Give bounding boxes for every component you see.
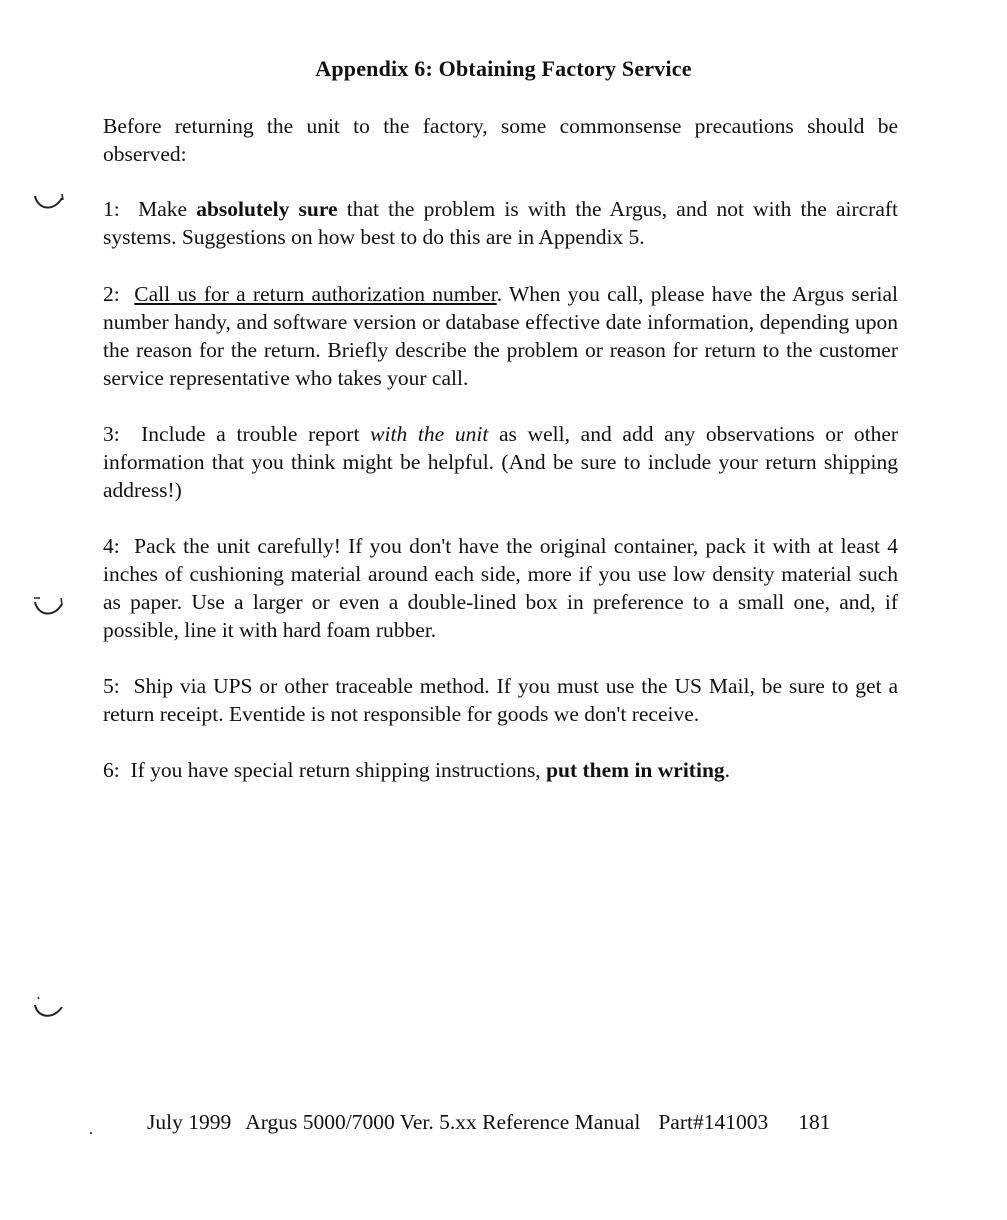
step-4 — [103, 532, 898, 644]
step-text: Include a trouble report — [141, 422, 360, 446]
emphasis-italic: with the unit — [370, 422, 489, 446]
step-6 — [103, 756, 898, 784]
page-footer — [147, 1110, 830, 1135]
step-2 — [103, 280, 898, 392]
step-1 — [103, 195, 898, 251]
step-text: as well, and add any observations or other information that you think might be helpful. (And be sure to include your return shipping address!) — [103, 422, 899, 502]
punch-hole-mark — [32, 594, 66, 622]
punch-hole-mark — [32, 995, 66, 1023]
step-number: 6: — [103, 758, 120, 782]
footer-manual-title: Argus 5000/7000 Ver. 5.xx Reference Manual — [245, 1110, 641, 1134]
step-text: . — [724, 758, 731, 782]
intro-paragraph: Before returning the unit to the factory, some commonsense precautions should be observed: — [103, 114, 898, 166]
step-text: . When you call, please have the Argus serial number handy, and software version or database effective date information, depending upon the reason for the return. Briefly describe the problem or reason for return to the customer service representative who takes your call. — [103, 282, 898, 390]
step-text: Make — [138, 197, 188, 221]
page-number: 181 — [798, 1110, 831, 1134]
punch-hole-mark — [32, 190, 66, 218]
footer-date: July 1999 — [147, 1110, 232, 1134]
step-text: that the problem is with the Argus, and not with the aircraft systems. Suggestions on how best to do this are in Appendix 5. — [103, 197, 899, 249]
scan-speck — [90, 1132, 92, 1134]
emphasis-bold: put them in writing — [546, 758, 725, 782]
step-text: If you have special return shipping instructions, — [130, 758, 541, 782]
page-title: Appendix 6: Obtaining Factory Service — [315, 56, 692, 81]
step-3 — [103, 420, 898, 504]
emphasis-underline: Call us for a return authorization number — [134, 282, 497, 306]
emphasis-bold: absolutely sure — [196, 197, 338, 221]
step-number: 3: — [103, 422, 120, 446]
step-number: 4: — [103, 534, 120, 558]
step-number: 1: — [103, 197, 120, 221]
step-text: Pack the unit carefully! If you don't have the original container, pack it with at least 4 inches of cushioning material around each side, more if you use low density material such as paper. Use a larger or even a double-lined box in preference to a small one, and, if possible, line it with hard foam rubber. — [103, 534, 899, 642]
step-5 — [103, 672, 898, 728]
step-number: 5: — [103, 674, 120, 698]
step-text: Ship via UPS or other traceable method. If you must use the US Mail, be sure to get a return receipt. Eventide is not responsible for goods we don't receive. — [103, 674, 899, 726]
footer-part-number: Part#141003 — [658, 1110, 769, 1134]
step-number: 2: — [103, 282, 120, 306]
